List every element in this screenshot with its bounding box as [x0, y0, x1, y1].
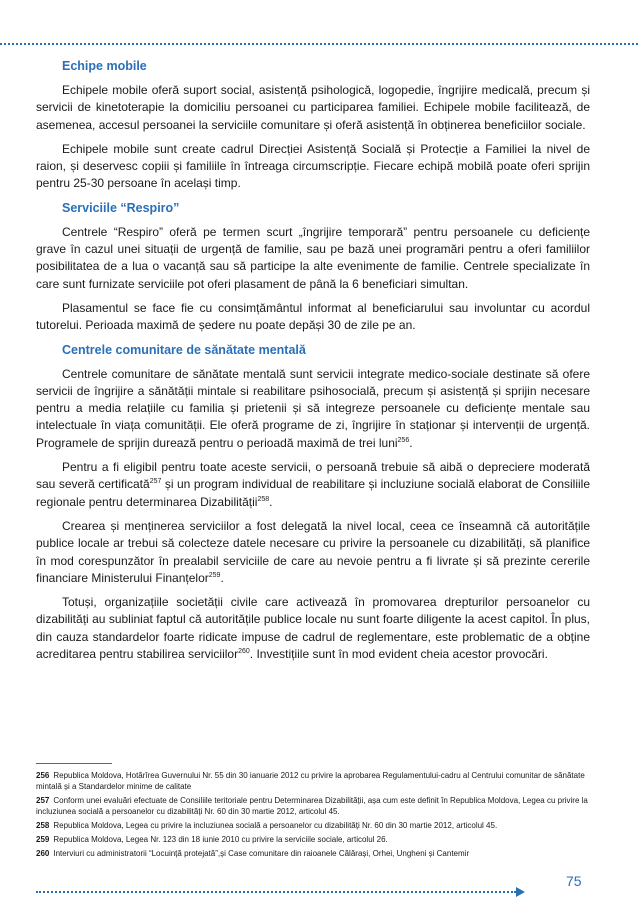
paragraph: Plasamentul se face fie cu consimțământul informat al beneficiarului sau involuntar cu acordul tutorelui. Perioada maximă de ședere nu poate depăși 30 de zile pe an. — [36, 300, 590, 333]
section-heading-echipe-mobile: Echipe mobile — [62, 59, 147, 73]
footnote-text: Republica Moldova, Legea Nr. 123 din 18 iunie 2010 cu privire la serviciile sociale, articolul 26. — [53, 835, 388, 844]
footnote-number: 258 — [36, 821, 50, 830]
footnote-text: Conform unei evaluări efectuate de Consiliile teritoriale pentru Determinarea Dizabilității, așa cum este definit în Republica Moldova, Legea cu privire la incluziunea socială a persoanelor cu dizabilități Nr. 60 din 30 martie 2012, articolul 45. — [36, 796, 588, 816]
bottom-dotted-rule — [36, 891, 516, 893]
footnote-item — [36, 848, 590, 859]
paragraph-text: . Investițiile sunt în mod evident cheia acestor provocări. — [249, 647, 548, 662]
paragraph-text: Crearea și menținerea serviciilor a fost delegată la nivel local, ceea ce înseamnă că autoritățile publice locale ar trebui să colecteze datele necesare cu privire la persoanele cu dizabilități, să planifice în mod corespunzător în prealabil serviciile de care au nevoie pentru a fi livrate și să prezinte cererile financiare Ministerului Finanțelor — [36, 518, 590, 585]
paragraph: Echipele mobile oferă suport social, asistență psihologică, logopedie, îngrijire medicală, precum și servicii de kinetoterapie la domiciliu persoanei cu participarea familiei. Echipele mobile facilitează, de asemenea, accesul persoanei la serviciile comunitare și oferă asistență în obținerea beneficiilor sociale. — [36, 83, 590, 132]
section-heading-respiro: Serviciile “Respiro” — [62, 200, 180, 215]
paragraph: Centrele “Respiro” oferă pe termen scurt „îngrijire temporară” pentru persoanele cu deficiențe grave în cazul unei situații de urgență de familie, sau pe bază unei programări pentru a oferi familiilor posibilitatea de a lua o vacanță sau să participe la alte evenimente de familie. Centrele specializate în care sunt furnizate serviciile pot oferi plasament de până la 6 beneficiari simultan. — [36, 224, 590, 291]
footnotes — [36, 770, 590, 862]
top-dotted-rule — [0, 43, 638, 45]
paragraph: Crearea și menținerea serviciilor a fost delegată la nivel local, ceea ce înseamnă că autoritățile publice locale ar trebui să colecteze datele necesare cu privire la persoanele cu dizabilități, să planifice în mod corespunzător în prealabil serviciile de care au nevoie pentru a fi livrate și să prezinte cererile financiare Ministerului Finanțelor$^{259}$. — [36, 518, 590, 585]
footnote-ref-258[interactable]: 258 — [257, 495, 270, 503]
arrow-right-icon — [516, 887, 525, 897]
footnote-text: Republica Moldova, Legea cu privire la incluziunea socială a persoanelor cu dizabilități Nr. 60 din 30 martie 2012, articolul 45. — [53, 821, 498, 830]
footnote-ref-257[interactable]: 257 — [149, 478, 162, 486]
footnote-text: Interviuri cu administratorii “Locuință protejată”,și Case comunitare din raioanele Călărași, Orhei, Ungheni și Cantemir — [53, 849, 470, 858]
paragraph-text: Centrele comunitare de sănătate mentală sunt servicii integrate medico-sociale destinate să ofere servicii de îngrijire a sănătății mintale si reabilitare psihosocială, precum și asistență și sprijin necesare pentru a media relațiile cu familia și prietenii și să integreze persoanele cu deficiențe mentale sau intelectuale în viața comunității. Ele oferă programe de zi, îngrijire în staționar și intervenții de urgență. Programele de sprijin durează pentru o perioadă maximă de trei luni — [36, 366, 590, 450]
footnote-item — [36, 834, 590, 845]
footnote-number: 259 — [36, 835, 50, 844]
footnote-item — [36, 820, 590, 831]
section-heading-sanatate-mentala: Centrele comunitare de sănătate mentală — [62, 342, 306, 357]
paragraph-text: și un program individual de reabilitare și incluziune socială elaborat de Consiliile regionale pentru determinarea Dizabilității — [36, 477, 590, 509]
footnote-item — [36, 770, 590, 792]
footnote-ref-256[interactable]: 256 — [397, 436, 410, 444]
footnote-text: Republica Moldova, Hotărîrea Guvernului Nr. 55 din 30 ianuarie 2012 cu privire la aprobarea Regulamentului-cadru al Centrului comunitar de sănătate mintală și a Standardelor minime de calitate — [36, 771, 585, 791]
paragraph — [36, 594, 590, 663]
footnote-number: 260 — [36, 849, 50, 858]
paragraph-text: Pentru a fi eligibil pentru toate aceste servicii, o persoană trebuie să aibă o depreciere moderată sau severă certificată — [36, 460, 590, 492]
footnote-ref-259[interactable]: 259 — [208, 571, 221, 579]
paragraph: Pentru a fi eligibil pentru toate aceste servicii, o persoană trebuie să aibă o depreciere moderată sau severă certificată$^{257}$ și un program individual de reabilitare și incluziune socială elaborat de Consiliile regionale pentru determinarea Dizabilității$^{258}$. — [36, 460, 590, 509]
footnote-divider — [36, 763, 112, 764]
footnote-item — [36, 795, 590, 817]
footnote-number: 257 — [36, 796, 50, 805]
page-number: 75 — [566, 873, 582, 889]
footnote-ref-260[interactable]: 260 — [238, 648, 250, 656]
paragraph-text: Totuși, organizațiile societății civile care activează în promovarea drepturilor persoanelor cu dizabilități au subliniat faptul că autoritățile publice locale nu sunt foarte diligente la acest capitol. În plus, din cauza standardelor foarte ridicate impuse de cadrul de reglementare, este problematic de a obține acreditarea pentru stabilirea serviciilor — [36, 595, 590, 662]
footnote-number: 256 — [36, 771, 50, 780]
main-content — [36, 58, 590, 670]
paragraph: Echipele mobile sunt create cadrul Direcției Asistență Socială și Protecție a Familiei la nivel de raion, și deservesc copiii și familiile în întreaga circumscripție. Fiecare echipă mobilă poate oferi sprijin pentru 25-30 persoane în același timp. — [36, 141, 590, 191]
paragraph: Centrele comunitare de sănătate mentală sunt servicii integrate medico-sociale destinate să ofere servicii de îngrijire a sănătății mintale si reabilitare psihosocială, precum și asistență și sprijin necesare pentru a media relațiile cu familia și prietenii și să integreze persoanele cu deficiențe mentale sau intelectuale în viața comunității. Ele oferă programe de zi, îngrijire în staționar și intervenții de urgență. Programele de sprijin durează pentru o perioadă maximă de trei luni$^{256}$. — [36, 366, 590, 450]
